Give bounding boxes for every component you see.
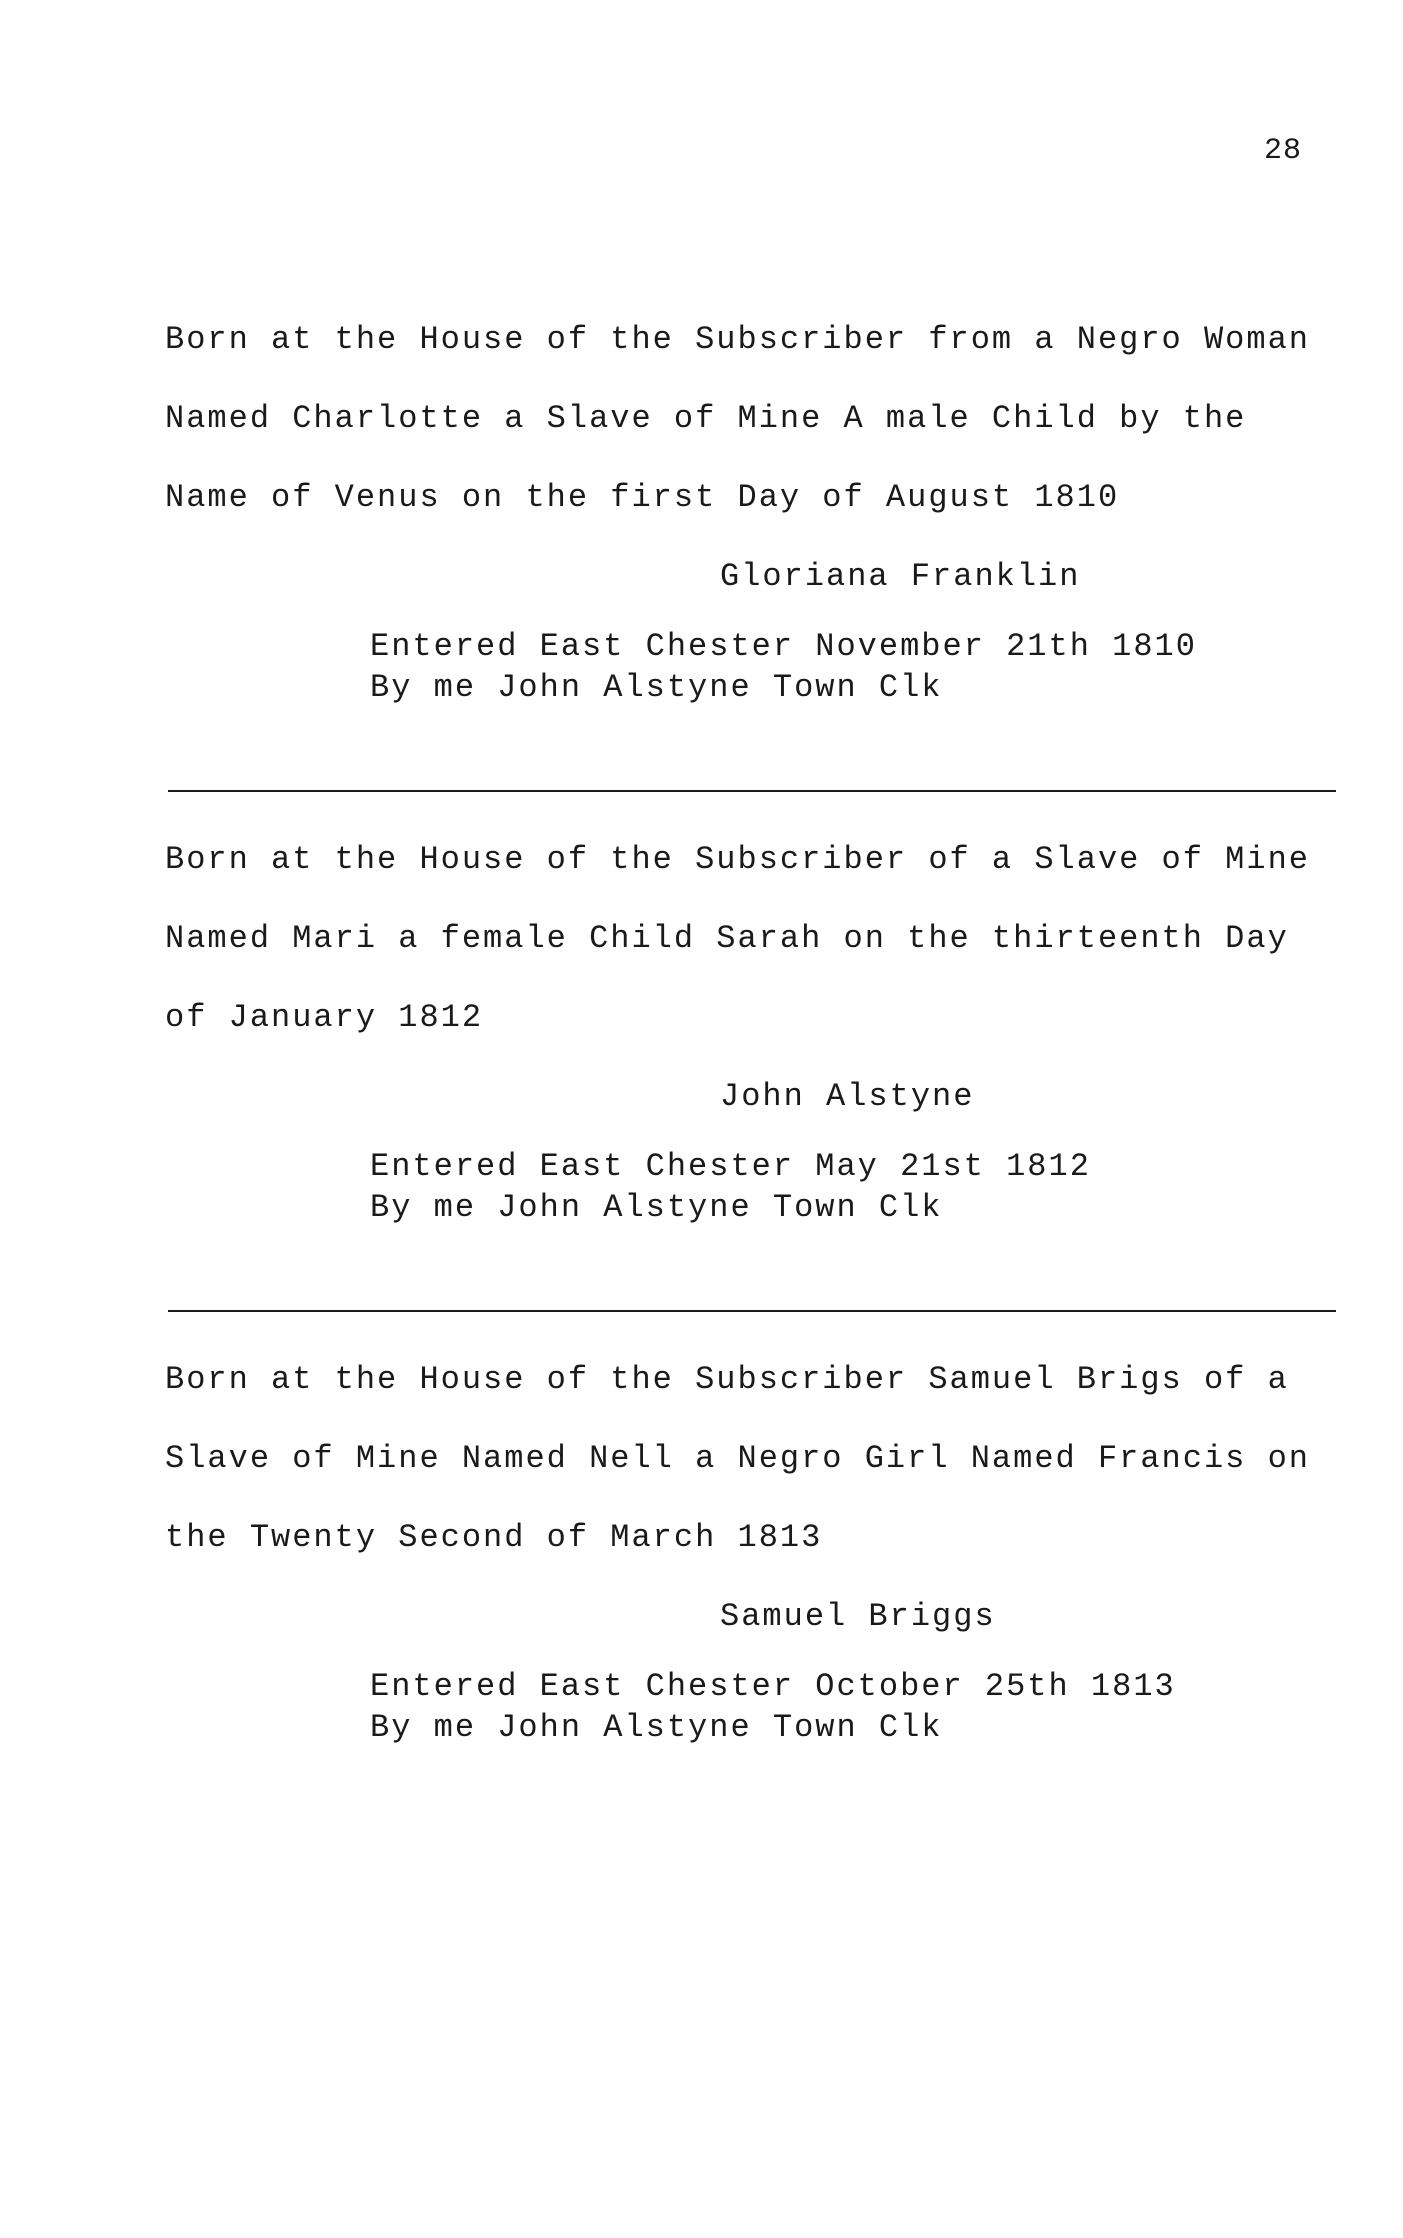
clerk-line: By me John Alstyne Town Clk <box>370 669 943 706</box>
record-entry <box>165 1340 1345 1748</box>
entry-text-line: Born at the House of the Subscriber from a Negro Woman <box>165 321 1310 358</box>
entry-text-line: Named Mari a female Child Sarah on the thirteenth Day <box>165 920 1289 957</box>
entered-line: Entered East Chester October 25th 1813 <box>370 1668 1176 1705</box>
record-entry <box>165 820 1345 1228</box>
subscriber-signature: Samuel Briggs <box>720 1598 996 1635</box>
entry-text-line: of January 1812 <box>165 999 484 1036</box>
entry-text-line: Slave of Mine Named Nell a Negro Girl Named Francis on <box>165 1440 1310 1477</box>
entry-text-line: the Twenty Second of March 1813 <box>165 1519 823 1556</box>
entered-line: Entered East Chester May 21st 1812 <box>370 1148 1091 1185</box>
entered-line: Entered East Chester November 21th 1810 <box>370 628 1197 665</box>
page-number: 28 <box>1263 134 1302 168</box>
section-divider <box>168 790 1336 792</box>
section-divider <box>168 1310 1336 1312</box>
record-entry <box>165 300 1345 708</box>
entry-text-line: Name of Venus on the first Day of August 1810 <box>165 479 1120 516</box>
entry-text-line: Named Charlotte a Slave of Mine A male Child by the <box>165 400 1247 437</box>
entry-text-line: Born at the House of the Subscriber of a Slave of Mine <box>165 841 1310 878</box>
entry-text-line: Born at the House of the Subscriber Samuel Brigs of a <box>165 1361 1289 1398</box>
subscriber-signature: Gloriana Franklin <box>720 558 1081 595</box>
subscriber-signature: John Alstyne <box>720 1078 975 1115</box>
clerk-line: By me John Alstyne Town Clk <box>370 1709 943 1746</box>
clerk-line: By me John Alstyne Town Clk <box>370 1189 943 1226</box>
